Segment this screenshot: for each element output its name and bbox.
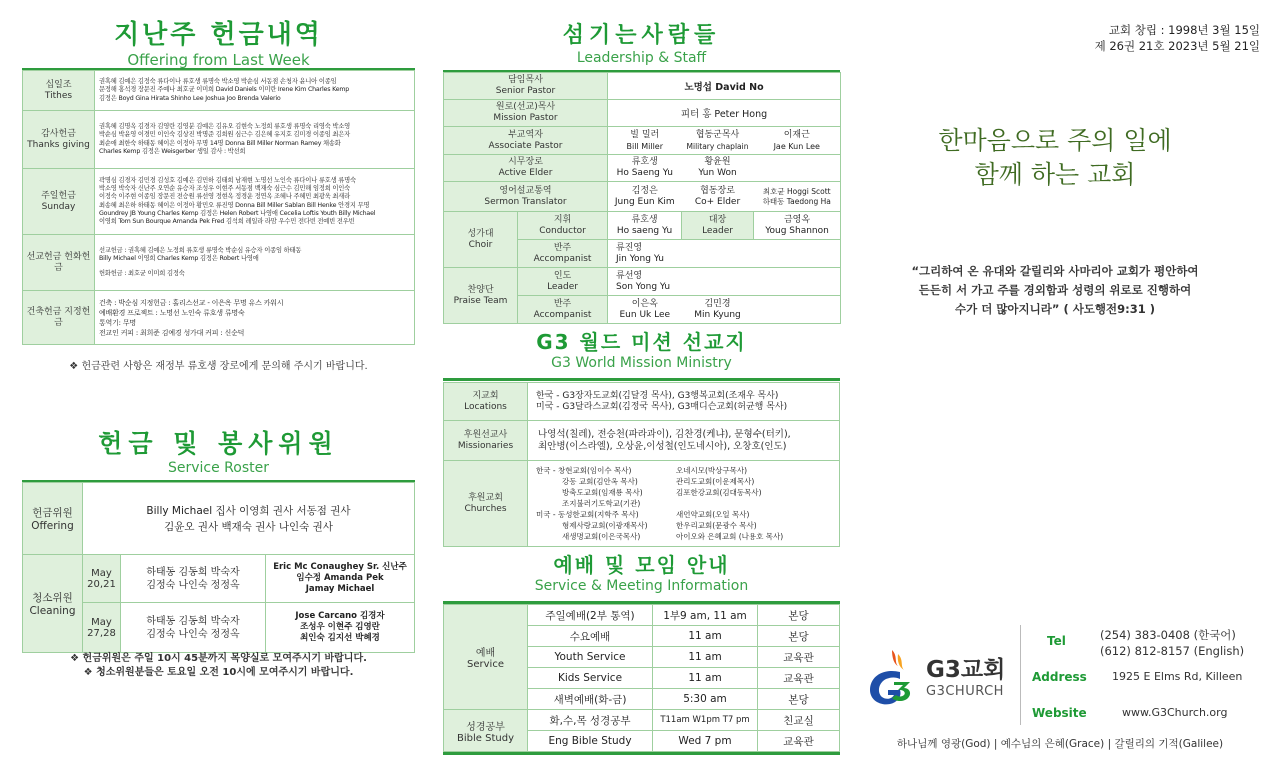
service-label: 예배 Service <box>444 605 528 710</box>
roster-title: 헌금 및 봉사위원 <box>98 429 339 458</box>
tithes-names: 권혹혜 김예은 김정숙 류다이나 류호생 류명숙 박소영 박순심 서동점 손청자 윤니아 이종임 문정해 홍석경 장문진 주예나 최호균 이미희 David Daniels 이미란 Irene Kim Charles Kemp 김정은 Boyd Gina Hirata Shinho Lee Joshua Joo Brenda Valerio <box>95 71 415 111</box>
choir-leader-label: 대장 Leader <box>682 212 754 240</box>
worship-time: 11 am <box>653 626 758 647</box>
churches-list: 한국 - 창현교회(임이수 목사) 강동 교회(김안옥 목사) 방축도교회(임재룡 목사) 조지불러기도학교(기관) 미국 - 동성한교회(지학주 목사) 형제사랑교회(이광재목사) 새생명교회(이은국목사) 오네시모(박상구목사) 관리도교회(이운제목사) 김포한강교회(김대동목사) 새언약교회(오일 목사) 한우리교회(문광수 목사) 아이오와 은혜교회 (나용호 목사) <box>528 461 840 547</box>
mission-pastor-name: 피터 홍 Peter Hong <box>608 100 841 127</box>
missionaries-list: 나영석(칠레), 전승천(파라과이), 김찬경(케냐), 문형수(터키), 최안병(이스라엘), 오상윤,이성철(인도네시아), 오창호(인도) <box>528 421 840 461</box>
worship-place: 교육관 <box>758 731 840 752</box>
row-label-sunday: 주일헌금 Sunday <box>23 169 95 235</box>
bible-verse: “그리하여 온 유대와 갈릴리와 사마리아 교회가 평안하여 든든히 서 가고 주를 경외함과 성령의 위로로 진행하여 수가 더 많아지니라” ( 사도행전9:31 ) <box>911 264 1199 316</box>
worship-row: Kids Service <box>528 668 653 689</box>
worship-place: 교육관 <box>758 647 840 668</box>
roster-subtitle: Service Roster <box>167 460 269 476</box>
logo-english: G3CHURCH <box>926 684 1004 699</box>
active-elder-label: 시무장로 Active Elder <box>444 155 608 182</box>
issue-number: 제 26권 21호 2023년 5월 21일 <box>1094 39 1260 53</box>
logo-text <box>926 656 1005 699</box>
worship-row: 주일예배(2부 통역) <box>528 605 653 626</box>
choir-accompanist-label: 반주 Accompanist <box>518 240 608 268</box>
elder-name-1: 류호생 Ho Saeng Yu <box>608 155 682 182</box>
roster-table <box>22 482 415 653</box>
staff-section <box>443 22 840 66</box>
translator-name: 김정은 Jung Eun Kim <box>608 182 682 212</box>
empty-cell <box>754 155 841 182</box>
cleaning-group-1b: Eric Mc Conaughey Sr. 신난주 임수정 Amanda Pek Jamay Michael <box>266 555 415 603</box>
roster-notes: ❖ 헌금위원은 주일 10시 45분까지 목양실로 모여주시기 바랍니다. ❖ 청소위원분들은 토요일 오전 10시에 모여주시기 바랍니다. <box>70 653 367 678</box>
associate-name-3: 이재근 Jae Kun Lee <box>754 127 841 155</box>
sunday-names: 곽명심 김경자 김민경 김성호 김예은 김민하 김태희 남재현 노명선 노인숙 류다이나 류호생 류명숙 박소영 박숙자 신난주 오연순 유승자 조성우 이현주 서동점 백재숙 심근수 김민해 임정희 이인숙 이정숙 이주현 이종임 장문진 전승원 류선영 정현옥 정경운 정연옥 조혜나 주혜민 최광욱 최새라 최송혜 최은하 하태동 혜이은 이정아 황민오 류진영 Donna Bill Miller Sablan Bill Henke 안경지 무명 Goundrey JB Young Charles Kemp 김정은 Helen Robert 나영애 Cecelia Loftis Youth Billy Michael 이영희 Tom Sun Bourque Amanda Pek Fred 김석희 레일라 라맘 우수민 전다빈 전예빈 전우빈 <box>95 169 415 235</box>
mission-subtitle: G3 World Mission Ministry <box>551 355 732 371</box>
divider <box>443 378 840 381</box>
co-elder-names: 최호균 Hoggi Scott 하태동 Taedong Ha <box>754 182 841 212</box>
building-names: 건축 : 박순심 지정헌금 : 홀리스선교 - 이은옥 무명 유스 카워시 예배환경 프로젝트 : 노명선 노인숙 류호생 류명숙 통역기: 무명 전교인 커피 : 최희준 김예경 성가대 커피 : 신순덕 <box>95 291 415 345</box>
praise-accompanist-1: 이은옥 Eun Uk Lee <box>608 296 682 324</box>
offering-committee-names: Billy Michael 집사 이영희 권사 서동점 권사 김윤오 권사 백재숙 권사 나인숙 권사 <box>83 483 415 555</box>
address-label: Address <box>1032 670 1087 684</box>
praise-team-label: 찬양단 Praise Team <box>444 268 518 324</box>
offering-committee-label: 헌금위원 Offering <box>23 483 83 555</box>
cleaning-group-1a: 하태동 김동희 박숙자 김정숙 나인숙 정정옥 <box>121 555 266 603</box>
associate-name-1: 빌 밀러 Bill Miller <box>608 127 682 155</box>
tel-label: Tel <box>1047 634 1066 648</box>
offering-section <box>22 18 415 68</box>
worship-section <box>443 552 840 594</box>
mission-table <box>443 382 840 547</box>
worship-place: 본당 <box>758 689 840 710</box>
choir-leader-name: 금영옥 Youg Shannon <box>754 212 841 240</box>
elder-name-2: 황윤원 Yun Won <box>682 155 754 182</box>
worship-place: 본당 <box>758 605 840 626</box>
senior-pastor-label: 담임목사 Senior Pastor <box>444 73 608 100</box>
church-logo <box>864 646 916 712</box>
tel-numbers: (254) 383-0408 (한국어) (612) 812-8157 (English) <box>1100 628 1245 658</box>
worship-row: 새벽예배(화-금) <box>528 689 653 710</box>
worship-time: 1부9 am, 11 am <box>653 605 758 626</box>
co-elder-label: 협동장로 Co+ Elder <box>682 182 754 212</box>
worship-row: 화,수,목 성경공부 <box>528 710 653 731</box>
worship-place: 본당 <box>758 626 840 647</box>
row-label-building: 건축헌금 지정헌금 <box>23 291 95 345</box>
mission-title: G3 월드 미션 선교지 <box>536 330 747 354</box>
cleaning-date-2: May 27,28 <box>83 603 121 653</box>
thanks-names: 권혹혜 김명옥 김경자 김영란 김영분 김예은 김유오 김현숙 노정희 류호생 류명숙 리영숙 박소영 박순심 박윤영 이경민 이인숙 김상진 박명준 김희원 심근수 김은혜 유지호 김미경 이종임 최은자 최순애 최한숙 하태동 혜이은 이정아 무명 14명 Donna Bill Miller Norman Ramey 채송화 Charles Kemp 김정은 Weisgerber 생일 감사 : 박선희 <box>95 111 415 169</box>
choir-label: 성가대 Choir <box>444 212 518 268</box>
row-label-thanks: 감사헌금 Thanks giving <box>23 111 95 169</box>
praise-accompanist-2: 김민경 Min Kyung <box>682 296 754 324</box>
worship-time: Wed 7 pm <box>653 731 758 752</box>
offering-note: ❖ 헌금관련 사항은 재정부 류호생 장로에게 문의해 주시기 바랍니다. <box>69 361 368 372</box>
founded-date: 교회 창립 : 1998년 3월 15일 <box>1108 23 1260 37</box>
worship-title: 예배 및 모임 안내 <box>553 553 730 577</box>
choir-accompanist-name: 류진영 Jin Yong Yu <box>608 240 841 268</box>
offering-title: 지난주 헌금내역 <box>114 20 323 50</box>
mission-pastor-label: 원로(선교)목사 Mission Pastor <box>444 100 608 127</box>
row-label-tithes: 십일조 Tithes <box>23 71 95 111</box>
website-link[interactable]: www.G3Church.org <box>1122 706 1228 719</box>
verse-reference: ( 사도행전9:31 ) <box>1063 302 1155 316</box>
church-motto: 한마음으로 주의 일에 함께 하는 교회 <box>938 126 1172 189</box>
offering-subtitle: Offering from Last Week <box>127 51 310 69</box>
g3-logo-icon <box>864 646 916 708</box>
roster-section <box>22 428 415 476</box>
conductor-name: 류호생 Ho saeng Yu <box>608 212 682 240</box>
praise-leader-name: 류선영 Son Yong Yu <box>608 268 841 296</box>
footer-tagline: 하나님께 영광(God) | 예수님의 은혜(Grace) | 갈릴리의 기적(Galilee) <box>896 738 1224 750</box>
worship-row: Eng Bible Study <box>528 731 653 752</box>
cleaning-group-2a: 하태동 김동희 박숙자 김정숙 나인숙 정정옥 <box>121 603 266 653</box>
worship-subtitle: Service & Meeting Information <box>534 578 749 594</box>
address-value: 1925 E Elms Rd, Killeen <box>1112 670 1243 683</box>
worship-place: 친교실 <box>758 710 840 731</box>
praise-leader-label: 인도 Leader <box>518 268 608 296</box>
missionaries-label: 후원선교사 Missionaries <box>444 421 528 461</box>
associate-name-2: 협동군목사 Military chaplain <box>682 127 754 155</box>
worship-time: T11am W1pm T7 pm <box>653 710 758 731</box>
row-label-mission: 선교헌금 헌화헌금 <box>23 235 95 291</box>
locations-list: 한국 - G3장자도교회(김달경 목사), G3행복교회(조재우 목사) 미국 - G3달라스교회(김정국 목사), G3매디슨교회(허균행 목사) <box>528 383 840 421</box>
staff-table <box>443 72 840 324</box>
translator-label: 영어설교통역 Sermon Translator <box>444 182 608 212</box>
staff-title: 섬기는사람들 <box>562 23 721 48</box>
offering-table <box>22 70 415 345</box>
cleaning-date-1: May 20,21 <box>83 555 121 603</box>
empty-cell <box>754 296 841 324</box>
locations-label: 지교회 Locations <box>444 383 528 421</box>
conductor-label: 지휘 Conductor <box>518 212 608 240</box>
mission-section <box>443 329 840 371</box>
bible-study-label: 성경공부 Bible Study <box>444 710 528 752</box>
praise-accompanist-label: 반주 Accompanist <box>518 296 608 324</box>
logo-korean: G3교회 <box>926 657 1006 683</box>
associate-pastor-label: 부교역자 Associate Pastor <box>444 127 608 155</box>
worship-time: 5:30 am <box>653 689 758 710</box>
worship-time: 11 am <box>653 647 758 668</box>
worship-place: 교육관 <box>758 668 840 689</box>
cleaning-group-2b: Jose Carcano 김경자 조성우 이현주 김영란 최인숙 김지선 박혜경 <box>266 603 415 653</box>
senior-pastor-name: 노명섭 David No <box>608 73 841 100</box>
worship-row: Youth Service <box>528 647 653 668</box>
divider <box>443 752 840 755</box>
worship-time: 11 am <box>653 668 758 689</box>
worship-table <box>443 604 840 752</box>
vertical-divider <box>1020 625 1021 725</box>
issue-info <box>1050 22 1260 54</box>
cleaning-label: 청소위원 Cleaning <box>23 555 83 653</box>
churches-label: 후원교회 Churches <box>444 461 528 547</box>
website-label: Website <box>1032 706 1087 720</box>
worship-row: 수요예배 <box>528 626 653 647</box>
mission-names: 선교헌금 : 권혹혜 김예은 노정희 류호생 류명숙 박순심 유승자 이종임 하태동 Billy Michael 이영희 Charles Kemp 김정은 Robert 나영애 헌화헌금 : 최호균 이미희 김정숙 <box>95 235 415 291</box>
staff-subtitle: Leadership & Staff <box>576 50 707 66</box>
